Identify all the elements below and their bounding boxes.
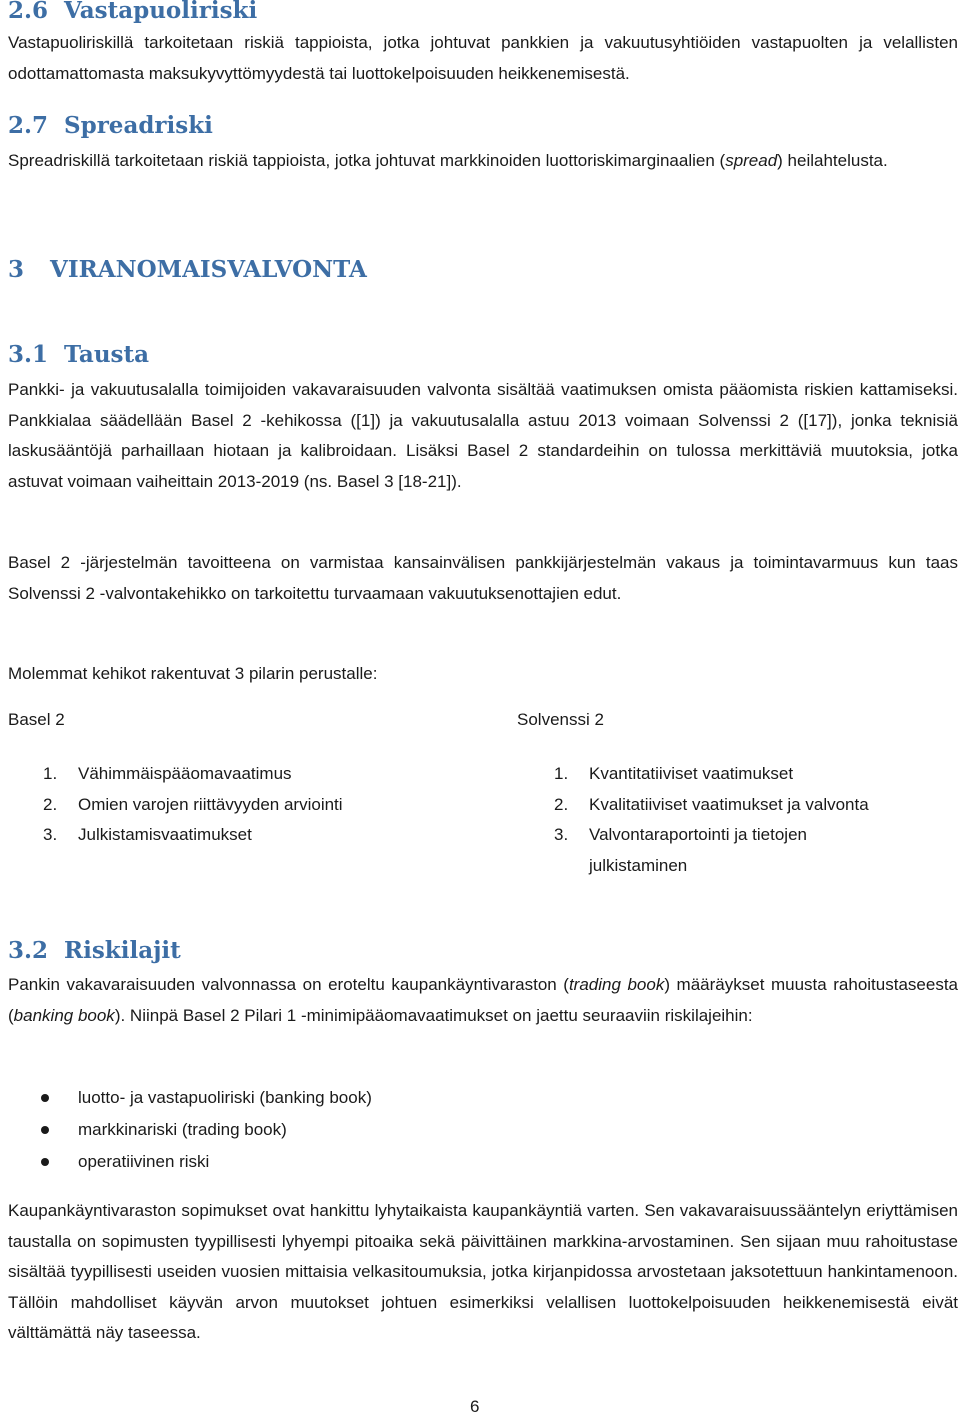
bullet-icon [41,1126,49,1134]
heading-number: 3.2 [8,937,49,964]
paragraph-2-7 [8,146,958,177]
text-span: Spreadriskillä tarkoitetaan riskiä tappioista, jotka johtuvat markkinoiden luottoriskimarginaalien ( [8,151,726,170]
heading-title: VIRANOMAISVALVONTA [50,256,367,283]
text-span: ) heilahtelusta. [777,151,888,170]
heading-2-6 [8,0,958,24]
heading-number: 2.7 [8,112,49,139]
basel-pillar-list [43,759,463,851]
text-span: ). Niinpä Basel 2 Pilari 1 -minimipääomavaatimukset on jaettu seuraaviin riskilajeihin: [114,1005,753,1025]
item-number: 3. [554,825,569,844]
emphasis: spread [725,151,778,170]
risk-type-list [8,1082,908,1178]
paragraph-3-1-c: Molemmat kehikot rakentuvat 3 pilarin perustalle: [8,664,378,683]
heading-title: Riskilajit [64,937,181,964]
emphasis: trading book [568,975,665,994]
heading-number: 3.1 [8,341,49,368]
paragraph-2-6: Vastapuoliriskillä tarkoitetaan riskiä tappioista, jotka johtuvat pankkien ja vakuutusyhtiöiden vastapuolten ja velallisten odottamattomasta maksukyvyttömyydestä tai luottokelpoisuuden heikkenemisestä. [8,33,958,83]
item-text: Valvontaraportointi ja tietojen julkistaminen [589,825,807,875]
heading-2-7 [8,112,958,139]
emphasis: banking book [13,1005,115,1025]
item-number: 2. [43,794,58,814]
item-text: Omien varojen riittävyyden arviointi [78,794,343,814]
text-span: Pankin vakavaraisuuden valvonnassa on eroteltu kaupankäyntivaraston ( [8,975,569,994]
bullet-icon [41,1158,49,1166]
item-text: Kvalitatiiviset vaatimukset ja valvonta [589,794,869,814]
item-number: 1. [554,764,569,783]
paragraph-3-1-b: Basel 2 -järjestelmän tavoitteena on varmistaa kansainvälisen pankkijärjestelmän vakaus ja toimintavarmuus kun taas Solvenssi 2 -valvontakehikko on tarkoitettu turvaamaan vakuutuksenottajien edut. [8,553,958,603]
text-span: ) määräykset muusta rahoitustaseesta ( [8,975,958,1025]
basel-label: Basel 2 [8,710,65,729]
heading-title: Spreadriski [64,112,213,139]
heading-3-1 [8,341,958,368]
item-text: Julkistamisvaatimukset [78,825,252,844]
list-item [43,759,463,790]
list-item [43,820,463,851]
item-text: luotto- ja vastapuoliriski (banking book) [78,1088,372,1107]
list-item [8,1082,908,1114]
item-text: markkinariski (trading book) [78,1120,287,1139]
solvency-label: Solvenssi 2 [517,710,604,729]
list-item [554,820,909,881]
list-item [554,790,954,821]
heading-number: 3 [8,256,25,283]
heading-number: 2.6 [8,0,49,24]
item-number: 1. [43,764,58,783]
heading-3-2 [8,937,958,964]
item-number: 3. [43,825,58,844]
heading-title: Vastapuoliriski [64,0,258,24]
list-item [8,1146,908,1178]
item-text: Vähimmäispääomavaatimus [78,764,292,783]
heading-3 [8,256,958,283]
solvency-pillar-list [554,759,954,881]
list-item [43,790,463,821]
paragraph-3-2-a [8,970,958,1031]
item-text: operatiivinen riski [78,1152,210,1171]
paragraph-3-1-a: Pankki- ja vakuutusalalla toimijoiden vakavaraisuuden valvonta sisältää vaatimuksen omista pääomista riskien kattamiseksi. Pankkialaa säädellään Basel 2 -kehikossa ([1]) ja vakuutusalalla astuu 2013 voimaan Solvenssi 2 ([17]), jonka teknisiä laskusääntöjä parhaillaan hiotaan ja kalibroidaan. Lisäksi Basel 2 standardeihin on tulossa merkittäviä muutoksia, jotka astuvat voimaan vaiheittain 2013-2019 (ns. Basel 3 [18-21]). [8,380,958,491]
item-number: 2. [554,794,569,814]
heading-title: Tausta [64,341,150,368]
list-item [8,1114,908,1146]
paragraph-3-2-b: Kaupankäyntivaraston sopimukset ovat hankittu lyhytaikaista kaupankäyntiä varten. Sen vakavaraisuussääntelyn eriyttämisen taustalla on sopimusten tyypillisesti lyhyempi pitoaika sekä päivittäinen markkina-arvostaminen. Sen sijaan muu rahoitustase sisältää tyypillisesti useiden vuosien mittaisia velkasitoumuksia, jotka kirjanpidossa arvostetaan jaksotettuun hankintamenoon. Tällöin mahdolliset käyvän arvon muutokset johtuen esimerkiksi velallisen luottokelpoisuuden heikkenemisestä eivät välttämättä näy taseessa. [8,1201,958,1342]
item-text: Kvantitatiiviset vaatimukset [589,764,794,783]
list-item [554,759,954,790]
bullet-icon [41,1094,49,1102]
page-number: 6 [470,1397,480,1416]
